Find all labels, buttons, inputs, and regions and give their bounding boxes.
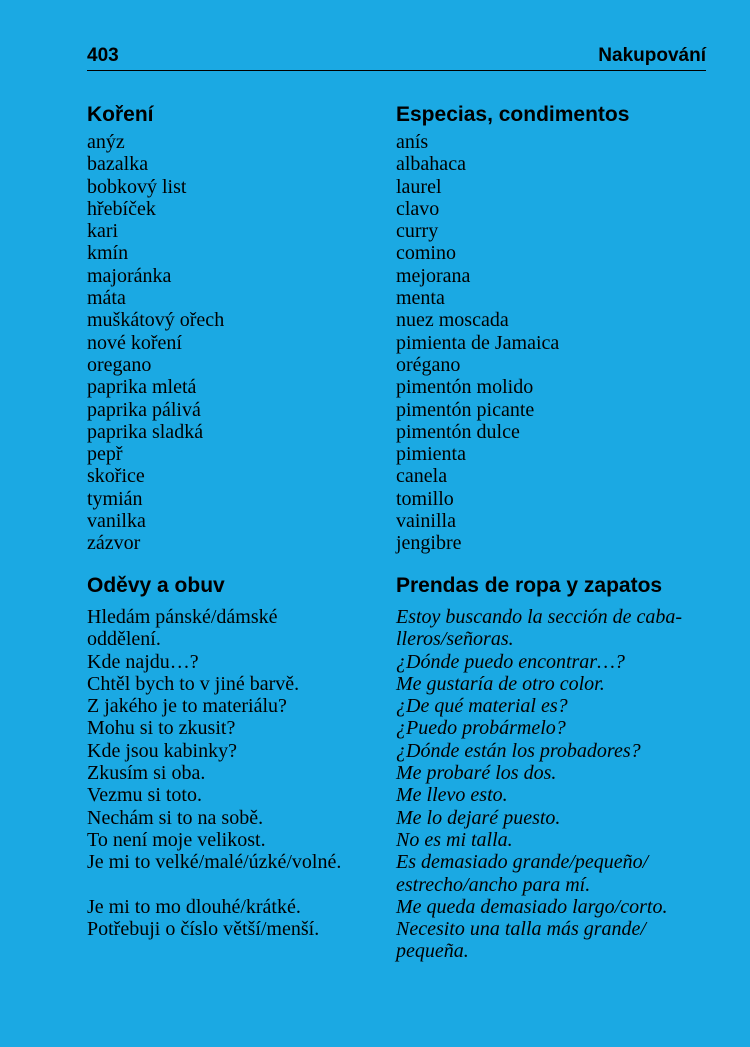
list-item: zázvor [87,532,141,555]
list-item: anís [396,131,429,153]
list-item: bobkový list [87,175,187,198]
list-item [87,874,341,896]
list-item: Zkusím si oba. [87,762,206,785]
list-item: orégano [396,353,461,376]
list-item: pimienta de Jamaica [396,331,560,354]
list-item: hřebíček [87,197,156,220]
list-item: kmín [87,242,129,265]
list-item: Me lo dejaré puesto. [396,806,561,829]
list-item: ¿De qué material es? [396,695,568,718]
list-item: pequeña. [396,940,469,963]
list-item: Me probaré los dos. [396,762,557,785]
list-item: majoránka [87,264,172,287]
list-item: Kde jsou kabinky? [87,739,237,762]
list-item: Me queda demasiado largo/corto. [396,895,668,918]
list-item: estrecho/ancho para mí. [396,873,591,896]
list-item: laurel [396,175,442,198]
page-header [87,44,706,71]
list-item: comino [396,242,456,265]
list-item: pimentón picante [396,398,535,421]
list-item: To není moje velikost. [87,828,266,851]
list-item: anýz [87,131,125,153]
list-item: jengibre [396,532,462,555]
list-item: kari [87,220,119,243]
list-item: paprika sladká [87,420,204,443]
list-item: skořice [87,465,145,488]
list-item: oddělení. [87,628,161,651]
list-item: tymián [87,487,143,510]
clothes-phrases-es [396,606,682,963]
list-item: paprika pálivá [87,398,201,421]
list-item: Necesito una talla más grande/ [396,918,646,941]
list-item: Estoy buscando la sección de caba- [396,606,683,628]
list-item: bazalka [87,153,149,176]
list-item: ¿Dónde están los probadores? [396,739,641,762]
list-item: No es mi talla. [396,828,513,851]
spices-list-es [396,131,559,555]
list-item: Je mi to mo dlouhé/krátké. [87,895,301,918]
list-item: muškátový ořech [87,309,225,332]
list-item: vainilla [396,510,456,533]
list-item: curry [396,220,439,243]
list-item: Potřebuji o číslo větší/menší. [87,918,320,941]
list-item: oregano [87,353,152,376]
list-item: pimentón molido [396,376,534,399]
list-item: Je mi to velké/malé/úzké/volné. [87,851,342,874]
list-item: Chtěl bych to v jiné barvě. [87,672,300,695]
list-item: menta [396,287,445,310]
list-item: vanilka [87,510,146,533]
list-item: lleros/señoras. [396,628,514,651]
list-item: Hledám pánské/dámské [87,606,278,628]
list-item: canela [396,465,448,488]
list-item: tomillo [396,487,454,510]
list-item: mejorana [396,264,471,287]
list-item: ¿Dónde puedo encontrar…? [396,650,625,673]
list-item: paprika mletá [87,376,197,399]
spices-list-cz [87,131,224,555]
list-item: Z jakého je to materiálu? [87,695,287,718]
clothes-phrases-cz [87,606,341,940]
list-item: clavo [396,197,440,220]
list-item: pimentón dulce [396,420,520,443]
list-item: Me llevo esto. [396,784,508,807]
list-item: pimienta [396,443,466,466]
list-item: Kde najdu…? [87,650,199,673]
list-item: Es demasiado grande/pequeño/ [396,851,649,874]
list-item: nuez moscada [396,309,509,332]
list-item: Nechám si to na sobě. [87,806,264,829]
list-item: Mohu si to zkusit? [87,717,236,740]
spices-heading-cz: Koření [87,103,154,126]
list-item: ¿Puedo probármelo? [396,717,566,740]
list-item: Me gustaría de otro color. [396,672,605,695]
page-number: 403 [87,45,119,66]
list-item: Vezmu si toto. [87,784,202,807]
list-item: pepř [87,443,123,466]
clothes-heading-es: Prendas de ropa y zapatos [396,574,663,597]
list-item: albahaca [396,153,466,176]
list-item: máta [87,287,126,310]
spices-heading-es: Especias, condimentos [396,103,630,126]
clothes-heading-cz: Oděvy a obuv [87,574,225,597]
section-title: Nakupování [598,45,706,66]
list-item: nové koření [87,331,182,354]
